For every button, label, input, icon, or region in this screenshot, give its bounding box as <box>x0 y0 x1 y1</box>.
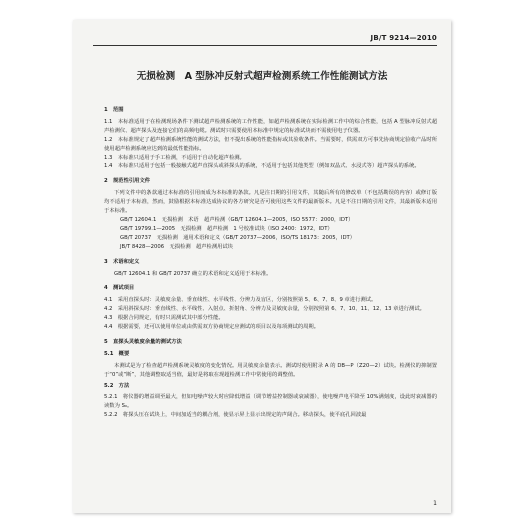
section-1-2: 1.2 本标准规定了超声检测系统性能的测试方法，但不提出系统的性能指标或其验收条件。当需要时，供需双方可事先协商规定验收产品时所使用超声检测系统应达到的最低性能指标。 <box>104 136 437 152</box>
section-5-2-2: 5.2.2 将探头压在试块上，中间加适当的耦合剂，使显示屏上显示出规定的声阔合。移动探头，使平底孔回波最 <box>104 412 367 419</box>
section-5-2-heading: 5.2 方法 <box>104 382 130 389</box>
standard-code: JB/T 9214—2010 <box>370 34 437 42</box>
section-1-4: 1.4 本标准只适用于包括一般接触式超声直探头或斜探头的系统，不适用于包括其他类型（例如双晶式、水浸式等）超声探头的系统。 <box>104 163 420 170</box>
section-2-heading: 2 规范性引用文件 <box>104 178 151 185</box>
section-3-text: GB/T 12604.1 和 GB/T 20737 确立的术语和定义适用于本标准。 <box>114 270 272 277</box>
section-1-1: 1.1 本标准适用于在检测现场条件下测试超声检测系统的工作性能，如超声检测系统在实际检测工作中的综合性能，包括 A 型脉冲反射式超声检测仪、超声探头及连接它们的高频电缆。测试时只需要使用本标准中规定的标准试块而不需使用电子仪器。 <box>104 118 437 134</box>
section-2-intro: 下列文件中的条款通过本标准的引用而成为本标准的条款。凡是注日期的引用文件，其随后所有的修改单（不包括勘误的内容）或修订版均不适用于本标准，然而，鼓励根据本标准达成协议的各方研究是否可使用这些文件的最新版本。凡是不注日期的引用文件，其最新版本适用于本标准。 <box>104 190 437 215</box>
section-5-1-heading: 5.1 概要 <box>104 350 130 357</box>
document-page <box>73 20 451 513</box>
section-3-heading: 3 术语和定义 <box>104 258 140 265</box>
section-5-2-1: 5.2.1 将仪器的增益调至最大，但如电噪声较大时应降低增益（调节增益控制器或衰减器），使电噪声电平降至 10%满刻度，设此时衰减器的读数为 S₀。 <box>104 394 437 410</box>
section-4-1: 4.1 采用直探头时：灵敏度余量、垂直线性、水平线性、分辨力及盲区，分别按照第 5、6、7、8、9 章进行测试。 <box>104 297 377 304</box>
section-1-3: 1.3 本标准只适用于手工检测，不适用于自动化超声检测。 <box>104 154 245 161</box>
section-4-4: 4.4 根据需要，还可以使用单位或由供需双方协商规定应测试的项目以及每项测试的周期。 <box>104 324 320 331</box>
section-4-3: 4.3 根据合同规定，有时只需测试其中部分性能。 <box>104 315 224 322</box>
section-5-heading: 5 直探头灵敏度余量的测试方法 <box>104 338 182 345</box>
reference-item: GB/T 20737 无损检测 通用术语和定义（GB/T 20737—2006，ISO/TS 18173：2005，IDT） <box>120 234 356 241</box>
reference-item: GB/T 19799.1—2005 无损检测 超声检测 1 号校准试块（ISO 2400：1972，IDT） <box>120 225 333 232</box>
section-4-2: 4.2 采用斜探头时：垂直线性、水平线性、入射点、折射角、分辨力及灵敏度余量，分别按照第 6、7、10、11、12、13 章进行测试。 <box>104 306 425 313</box>
section-5-1-text: 本测试是为了检查超声检测系统灵敏度的变化情况。用灵敏度余量表示。测试时使用附录 A 的 DB—P（Z20—2）试块。检测仪的抑制置于“0”或“断”，其他调整取适当值，最好是将取在现超检测工作中常使用的调整值。 <box>104 362 437 378</box>
page-number: 1 <box>433 500 437 507</box>
document-title: 无损检测 A 型脉冲反射式超声检测系统工作性能测试方法 <box>136 71 388 82</box>
section-1-heading: 1 范围 <box>104 107 124 113</box>
reference-item: GB/T 12604.1 无损检测 术语 超声检测（GB/T 12604.1—2005，ISO 5577：2000，IDT） <box>120 216 354 223</box>
header-rule <box>93 45 437 46</box>
section-4-heading: 4 测试项目 <box>104 285 135 292</box>
document-body <box>104 100 437 420</box>
reference-item: JB/T 8428—2006 无损检测 超声检测用试块 <box>120 243 234 250</box>
